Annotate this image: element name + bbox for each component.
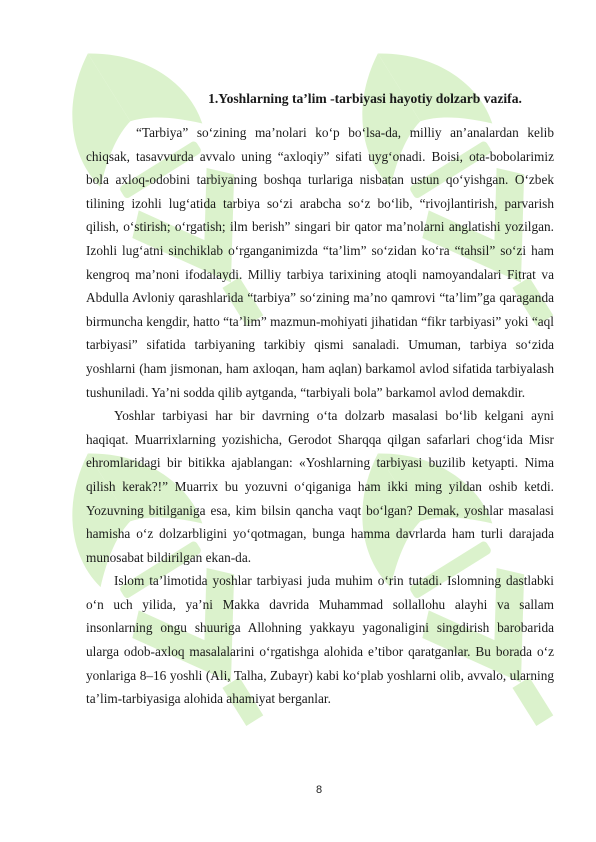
paragraph-1: “Tarbiya” so‘zining ma’nolari ko‘p bo‘lsa-da, milliy an’analardan kelib chiqsak, tasavvurda avvalo uning “axloqiy” sifati uyg‘onadi. Boisi, ota-bobolarimiz bola axloq-odobini tarbiyaning boshqa turlariga nisbatan ustun qo‘yishgan. O‘zbek tilining izohli lug‘atida tarbiya so‘zi arabcha so‘z bo‘lib, “rivojlantirish, parvarish qilish, o‘stirish; o‘rgatish; ilm berish” singari bir qator ma’nolarni anglatishi yozilgan. Izohli lug‘atni sinchiklab o‘rganganimizda “ta’lim” so‘zidan ko‘ra “tahsil” so‘zi ham kengroq ma’noni ifodalaydi. Milliy tarbiya tarixining atoqli namoyandalari Fitrat va Abdulla Avloniy qarashlarida “tarbiya” so‘zining ma’no qamrovi “ta’lim”ga qaraganda birmuncha kengdir, hatto “ta’lim” mazmun-mohiyati jihatidan “fikr tarbiyasi” yoki “aql tarbiyasi” sifatida tarbiyaning tarkibiy qismi sanaladi. Umuman, tarbiya so‘zida yoshlarni (ham jismonan, ham axloqan, ham aqlan) barkamol avlod sifatida tarbiyalash tushuniladi. Ya’ni sodda qilib aytganda, “tarbiyali bola” barkamol avlod demakdir. <box>86 125 554 400</box>
document-body <box>86 90 554 711</box>
page-number: 8 <box>315 784 323 796</box>
paragraph-2: Yoshlar tarbiyasi har bir davrning o‘ta dolzarb masalasi bo‘lib kelgani ayni haqiqat. Muarrixlarning yozishicha, Gerodot Sharqqa qilgan safarlari chog‘ida Misr ehromlaridagi bir bitikka ajablangan: «Yoshlarning tarbiyasi buzilib ketyapti. Nima qilish kerak?!” Muarrix bu yozuvni o‘qiganiga ham ikki ming yildan oshib ketdi. Yozuvning bitilganiga esa, kim bilsin qancha vaqt bo‘lgan? Demak, yoshlar masalasi hamisha o‘z dolzarbligini yo‘qotmagan, bunga hamma davrlarda ham turli darajada munosabat bildirilgan ekan-da. <box>86 408 554 565</box>
paragraph-3: Islom ta’limotida yoshlar tarbiyasi juda muhim o‘rin tutadi. Islomning dastlabki o‘n uch yilida, ya’ni Makka davrida Muhammad sollallohu alayhi va sallam insonlarning ongu shuuriga Allohning yakkayu yagonaligini singdirish barobarida ularga odob-axloq masalalarini o‘rgatishga alohida e’tibor qaratganlar. Bu borada o‘z yonlariga 8–16 yoshli (Ali, Talha, Zubayr) kabi ko‘plab yoshlarni olib, avvalo, ularning ta’lim-tarbiyasiga alohida ahamiyat berganlar. <box>86 573 554 707</box>
section-title: 1.Yoshlarning ta’lim -tarbiyasi hayotiy dolzarb vazifa. <box>208 91 522 106</box>
